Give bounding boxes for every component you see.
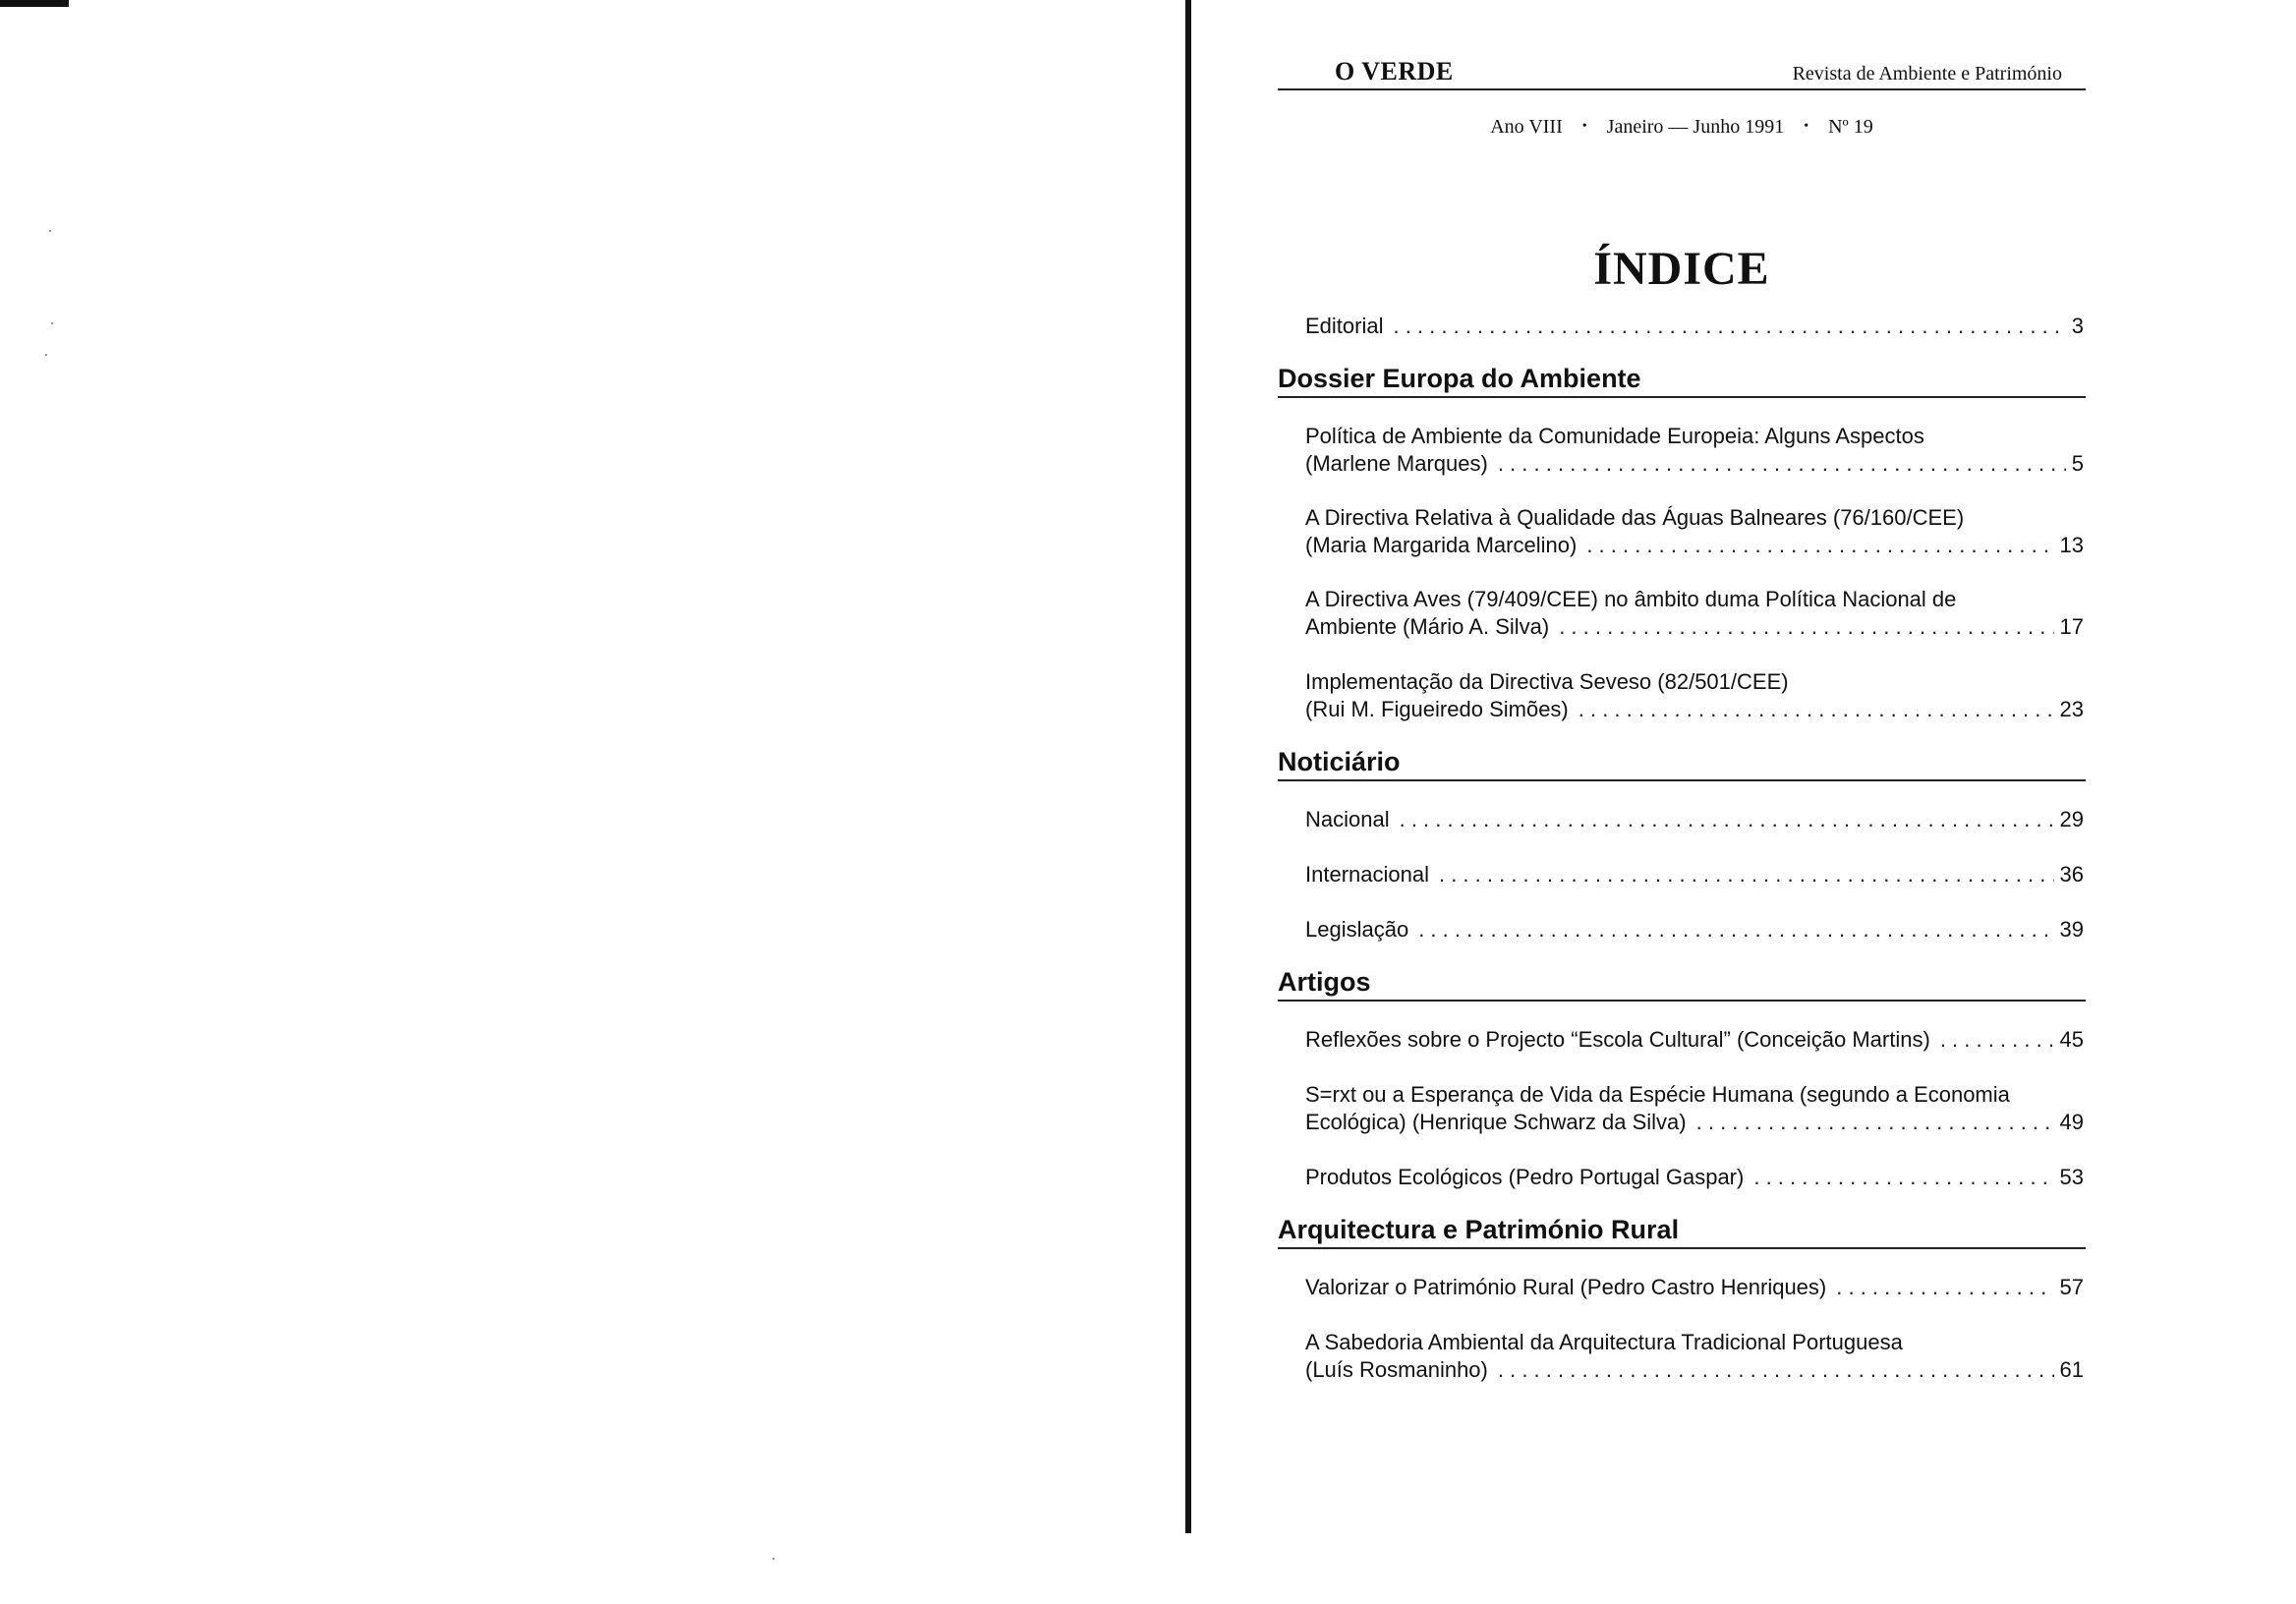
entry-author: (Rui M. Figueiredo Simões) bbox=[1305, 697, 1569, 721]
toc-entry[interactable] bbox=[1305, 1329, 2084, 1384]
dot-leader bbox=[1393, 313, 2065, 340]
right-page bbox=[1278, 0, 2094, 1604]
entry-author: (Maria Margarida Marcelino) bbox=[1305, 533, 1578, 557]
dot-leader bbox=[1400, 806, 2054, 833]
entry-title: Editorial bbox=[1305, 314, 1384, 338]
issue-number: Nº 19 bbox=[1828, 116, 1873, 138]
dot-leader bbox=[1418, 916, 2053, 944]
magazine-subtitle: Revista de Ambiente e Património bbox=[1792, 63, 2062, 85]
toc-title: ÍNDICE bbox=[1593, 243, 1770, 295]
bullet-separator: • bbox=[1581, 119, 1587, 134]
scan-speck bbox=[773, 1558, 775, 1560]
section-heading: Artigos bbox=[1278, 965, 2086, 1002]
section-heading: Noticiário bbox=[1278, 745, 2086, 781]
toc-entry[interactable] bbox=[1305, 1164, 2084, 1191]
toc-entry[interactable] bbox=[1305, 1026, 2084, 1054]
entry-title: Internacional bbox=[1305, 862, 1429, 887]
dot-leader bbox=[1559, 613, 2053, 641]
toc-entry[interactable] bbox=[1305, 586, 2084, 641]
toc-entry-editorial[interactable] bbox=[1305, 313, 2084, 340]
page-number: 3 bbox=[2071, 314, 2084, 338]
toc-entry[interactable] bbox=[1305, 504, 2084, 559]
page-number: 61 bbox=[2059, 1357, 2084, 1382]
section-heading: Dossier Europa do Ambiente bbox=[1278, 362, 2086, 398]
toc-entry[interactable] bbox=[1305, 668, 2084, 723]
section-heading: Arquitectura e Património Rural bbox=[1278, 1213, 2086, 1249]
toc-entry[interactable] bbox=[1305, 1274, 2084, 1301]
page-number: 17 bbox=[2059, 614, 2084, 639]
toc-entry[interactable] bbox=[1305, 423, 2084, 478]
scan-speck bbox=[51, 322, 53, 324]
scan-speck bbox=[49, 230, 51, 232]
entry-title: A Directiva Relativa à Qualidade das Águas Balneares (76/160/CEE) bbox=[1305, 505, 1965, 530]
entry-author: Ambiente (Mário A. Silva) bbox=[1305, 614, 1550, 639]
entry-title: Legislação bbox=[1305, 917, 1409, 942]
page-number: 5 bbox=[2071, 451, 2084, 476]
page-number: 36 bbox=[2059, 862, 2084, 887]
toc-entry[interactable] bbox=[1305, 916, 2084, 944]
entry-title: Valorizar o Património Rural (Pedro Castro Henriques) bbox=[1305, 1275, 1827, 1299]
bullet-separator: • bbox=[1804, 119, 1809, 134]
dot-leader bbox=[1439, 861, 2054, 888]
issue-info bbox=[1278, 116, 2086, 139]
page-number: 39 bbox=[2059, 917, 2084, 942]
page-number: 13 bbox=[2059, 533, 2084, 557]
dot-leader bbox=[1753, 1164, 2053, 1191]
page-number: 49 bbox=[2059, 1110, 2084, 1134]
toc-entry[interactable] bbox=[1305, 1081, 2084, 1136]
entry-title: Produtos Ecológicos (Pedro Portugal Gaspar) bbox=[1305, 1165, 1745, 1189]
issue-year: Ano VIII bbox=[1490, 116, 1563, 138]
page-number: 23 bbox=[2059, 697, 2084, 721]
dot-leader bbox=[1498, 1356, 2054, 1384]
page-number: 57 bbox=[2059, 1275, 2084, 1299]
dot-leader bbox=[1498, 450, 2066, 478]
dot-leader bbox=[1586, 532, 2053, 559]
dot-leader bbox=[1696, 1109, 2054, 1136]
entry-title: S=rxt ou a Esperança de Vida da Espécie Humana (segundo a Economia bbox=[1305, 1082, 2010, 1107]
entry-title: Reflexões sobre o Projecto “Escola Cultural” (Conceição Martins) bbox=[1305, 1027, 1930, 1052]
issue-period: Janeiro — Junho 1991 bbox=[1606, 116, 1785, 138]
entry-title: Nacional bbox=[1305, 807, 1390, 831]
entry-title: A Sabedoria Ambiental da Arquitectura Tradicional Portuguesa bbox=[1305, 1330, 1903, 1354]
page-number: 29 bbox=[2059, 807, 2084, 831]
dot-leader bbox=[1578, 696, 2054, 723]
entry-title: Política de Ambiente da Comunidade Europeia: Alguns Aspectos bbox=[1305, 424, 1924, 448]
page-number: 45 bbox=[2059, 1027, 2084, 1052]
masthead bbox=[1278, 57, 2086, 90]
toc-entry[interactable] bbox=[1305, 806, 2084, 833]
entry-author: (Luís Rosmaninho) bbox=[1305, 1357, 1488, 1382]
magazine-title: O VERDE bbox=[1335, 57, 1454, 86]
page-number: 53 bbox=[2059, 1165, 2084, 1189]
dot-leader bbox=[1836, 1274, 2053, 1301]
corner-mark bbox=[0, 0, 69, 7]
entry-author: Ecológica) (Henrique Schwarz da Silva) bbox=[1305, 1110, 1687, 1134]
entry-author: (Marlene Marques) bbox=[1305, 451, 1488, 476]
entry-title: A Directiva Aves (79/409/CEE) no âmbito duma Política Nacional de bbox=[1305, 587, 1957, 611]
page-spine bbox=[1185, 0, 1191, 1533]
scan-speck bbox=[45, 354, 47, 356]
toc-entry[interactable] bbox=[1305, 861, 2084, 888]
entry-title: Implementação da Directiva Seveso (82/501/CEE) bbox=[1305, 669, 1789, 694]
dot-leader bbox=[1940, 1026, 2054, 1054]
